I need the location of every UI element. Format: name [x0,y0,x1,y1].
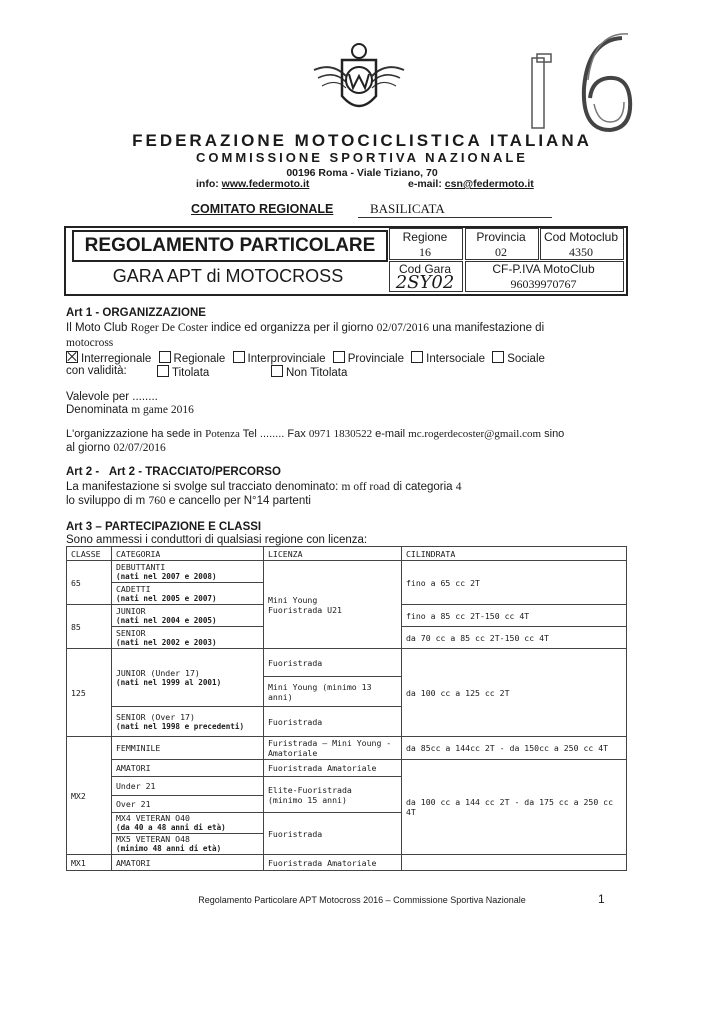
regione-label: Regione [402,230,448,244]
email-label: e-mail: [408,178,442,190]
sociale-checkbox[interactable] [492,351,504,363]
regolamento-title: REGOLAMENTO PARTICOLARE [72,230,388,262]
art1-text-a: Il Moto Club [66,322,128,334]
opt-intersociale: Intersociale [426,353,485,365]
email-line [408,178,534,190]
provincia-label: Provincia [476,230,526,244]
regione-value: 16 [419,245,431,259]
club-name: Roger De Coster [130,322,208,334]
art2-text-c: lo sviluppo di m [66,495,146,507]
lic-u21: Fuoristrada U21 [268,604,342,615]
classe-65: 65 [67,561,112,605]
licenza-cell: Mini Young (minimo 13 anni) [264,677,402,707]
lic-elite2: (minimo 15 anni) [268,794,347,805]
commissione-title: COMMISSIONE SPORTIVA NAZIONALE [196,150,528,165]
cilindrata-cell: da 100 cc a 125 cc 2T [402,649,627,737]
info-line [196,178,309,190]
opt-regionale: Regionale [173,353,226,365]
opt-sociale: Sociale [507,353,545,365]
valevole-line: Valevole per ........ [66,391,158,403]
cilindrata-cell: da 70 cc a 85 cc 2T-150 cc 4T [402,627,627,649]
art3-heading: Art 3 – PARTECIPAZIONE E CLASSI [66,521,262,533]
categoria-cell: AMATORI [112,855,264,871]
sede-city: Potenza [205,428,240,440]
sede-text-c: sino [544,428,565,440]
lic-mini-young: Mini Young [268,594,318,605]
art2-line1 [66,481,462,493]
art2-heading-b: Art 2 - TRACCIATO/PERCORSO [108,466,281,478]
table-row [67,561,627,583]
licenza-cell: Fuoristrada [264,707,402,737]
art1-line1 [66,322,626,334]
info-label: info: [196,178,219,190]
sede-date: 02/07/2016 [113,442,166,454]
licenza-cell: Fuoristrada Amatoriale [264,760,402,777]
licenza-cell [264,777,402,813]
cilindrata-cell: da 100 cc a 144 cc 2T - da 175 cc a 250 cc 4T [402,760,627,855]
cat-junior125: JUNIOR (Under 17) [116,667,200,678]
opt-interprovinciale: Interprovinciale [247,353,326,365]
sede-text-a: L'organizzazione ha sede in [66,428,203,440]
licenza-cell: Fuoristrada Amatoriale [264,855,402,871]
cilindrata-cell: fino a 65 cc 2T [402,561,627,605]
lic-fem2: Amatoriale [268,748,318,758]
event-date: 02/07/2016 [376,322,430,334]
piva-label: CF-P.IVA MotoClub [492,262,595,276]
cat-mx5-sub: (minimo 48 anni di età) [116,844,222,853]
codgara-value: 2SY02 [395,272,455,293]
categoria-cell [112,834,264,855]
titolata-option [157,365,209,379]
non-titolata-label: Non Titolata [286,367,348,379]
classe-125: 125 [67,649,112,737]
categoria-cell [112,813,264,834]
table-header-row [67,547,627,561]
cat-cadetti-sub: (nati nel 2005 e 2007) [116,593,217,603]
tracciato-name: m off road [341,481,390,493]
sede-text-b: Tel ........ Fax [242,428,306,440]
non-titolata-checkbox[interactable] [271,365,283,377]
art2-text-d: e cancello per N°14 partenti [168,495,311,507]
table-row [67,760,627,777]
classe-mx1: MX1 [67,855,112,871]
header-cilindrata: CILINDRATA [402,547,627,561]
header-licenza: LICENZA [264,547,402,561]
non-titolata-option [271,365,347,379]
piva-value: 96039970767 [510,277,577,291]
lic-fem: Furistrada – Mini Young - [268,738,392,748]
opt-provinciale: Provinciale [347,353,404,365]
provinciale-checkbox[interactable] [333,351,345,363]
cat-debuttanti-sub: (nati nel 2007 e 2008) [116,571,217,581]
cat-senior85: SENIOR [116,627,146,638]
cat-junior125-sub: (nati nel 1999 al 2001) [116,677,222,687]
art2-text-a: La manifestazione si svolge sul tracciato denominato: [66,481,339,493]
categoria-cell: Under 21 [112,777,264,796]
art2-line2 [66,495,311,507]
codmc-label: Cod Motoclub [543,230,619,244]
intersociale-checkbox[interactable] [411,351,423,363]
licenza-cell: Fuoristrada [264,649,402,677]
interprovinciale-checkbox[interactable] [233,351,245,363]
table-row [67,737,627,760]
opt-interregionale: Interregionale [81,353,152,365]
option-row [66,351,545,365]
sede-line2 [66,442,166,454]
cat-junior85: JUNIOR [116,605,146,616]
validity-label: con validità: [66,365,127,377]
denominata-line [66,404,194,416]
titolata-checkbox[interactable] [157,365,169,377]
art2-heading [66,466,281,478]
cat-mx4: MX4 VETERAN O40 [116,813,190,823]
cilindrata-cell: da 85cc a 144cc 2T - da 150cc a 250 cc 4T [402,737,627,760]
cilindrata-cell [402,855,627,871]
tracciato-categoria: 4 [455,481,462,493]
categoria-cell [112,605,264,627]
licenza-cell: Fuoristrada [264,813,402,855]
titolata-label: Titolata [172,367,210,379]
club-email: mc.rogerdecoster@gmail.com [408,428,542,440]
interregionale-checkbox[interactable] [66,351,78,363]
cat-junior85-sub: (nati nel 2004 e 2005) [116,615,217,625]
sviluppo-value: 760 [148,495,166,507]
info-link[interactable]: www.federmoto.it [221,178,310,190]
email-link[interactable]: csn@federmoto.it [444,178,534,190]
art2-text-b: di categoria [393,481,453,493]
cat-debuttanti: DEBUTTANTI [116,561,166,572]
categoria-cell: Over 21 [112,796,264,813]
comitato-label: COMITATO REGIONALE [191,202,334,216]
denominata-value: m game 2016 [131,404,194,416]
classes-table [66,546,627,871]
comitato-value: BASILICATA [358,201,552,218]
cat-mx5: MX5 VETERAN O48 [116,834,190,844]
cat-senior125: SENIOR (Over 17) [116,711,195,722]
categoria-cell: FEMMINILE [112,737,264,760]
classe-mx2: MX2 [67,737,112,855]
fax-number: 0971 1830522 [308,428,373,440]
cat-mx4-sub: (da 40 a 48 anni di età) [116,823,226,832]
categoria-cell [112,649,264,707]
header-classe: CLASSE [67,547,112,561]
table-row [67,649,627,677]
art1-heading: Art 1 - ORGANIZZAZIONE [66,307,206,319]
sede-line [66,428,628,440]
categoria-cell: AMATORI [112,760,264,777]
cat-cadetti: CADETTI [116,583,151,594]
gara-subtitle: GARA APT di MOTOCROSS [112,266,344,286]
address: 00196 Roma - Viale Tiziano, 70 [286,167,438,179]
table-row [67,855,627,871]
art1-text-b: indice ed organizza per il giorno [211,322,374,334]
provincia-value: 02 [495,245,507,259]
fmi-logo-icon [312,40,406,124]
categoria-cell [112,707,264,737]
denominata-label: Denominata [66,404,129,416]
categoria-cell [112,561,264,583]
categoria-cell [112,583,264,605]
licenza-cell [264,561,402,649]
sede-text-d: al giorno [66,442,111,454]
page-number: 1 [598,892,605,906]
header-categoria: CATEGORIA [112,547,264,561]
codgara-label: Cod Gara [398,262,452,276]
mail-label: e-mail [375,428,406,440]
cat-senior85-sub: (nati nel 2002 e 2003) [116,637,217,647]
anniversary-16-mark [528,18,640,136]
licenza-cell [264,737,402,760]
lic-elite: Elite-Fuoristrada [268,784,352,795]
art2-heading-a: Art 2 - [66,466,100,478]
categoria-cell [112,627,264,649]
cat-senior125-sub: (nati nel 1998 e precedenti) [116,721,245,731]
page-footer: Regolamento Particolare APT Motocross 2016 – Commissione Sportiva Nazionale [198,895,526,905]
cilindrata-cell: fino a 85 cc 2T-150 cc 4T [402,605,627,627]
art1-line2: motocross [66,337,114,349]
federazione-title: FEDERAZIONE MOTOCICLISTICA ITALIANA [132,131,592,150]
codmc-value: 4350 [569,245,593,259]
art3-intro: Sono ammessi i conduttori di qualsiasi regione con licenza: [66,534,368,546]
regionale-checkbox[interactable] [159,351,171,363]
art1-text-c: una manifestazione di [432,322,545,334]
classe-85: 85 [67,605,112,649]
